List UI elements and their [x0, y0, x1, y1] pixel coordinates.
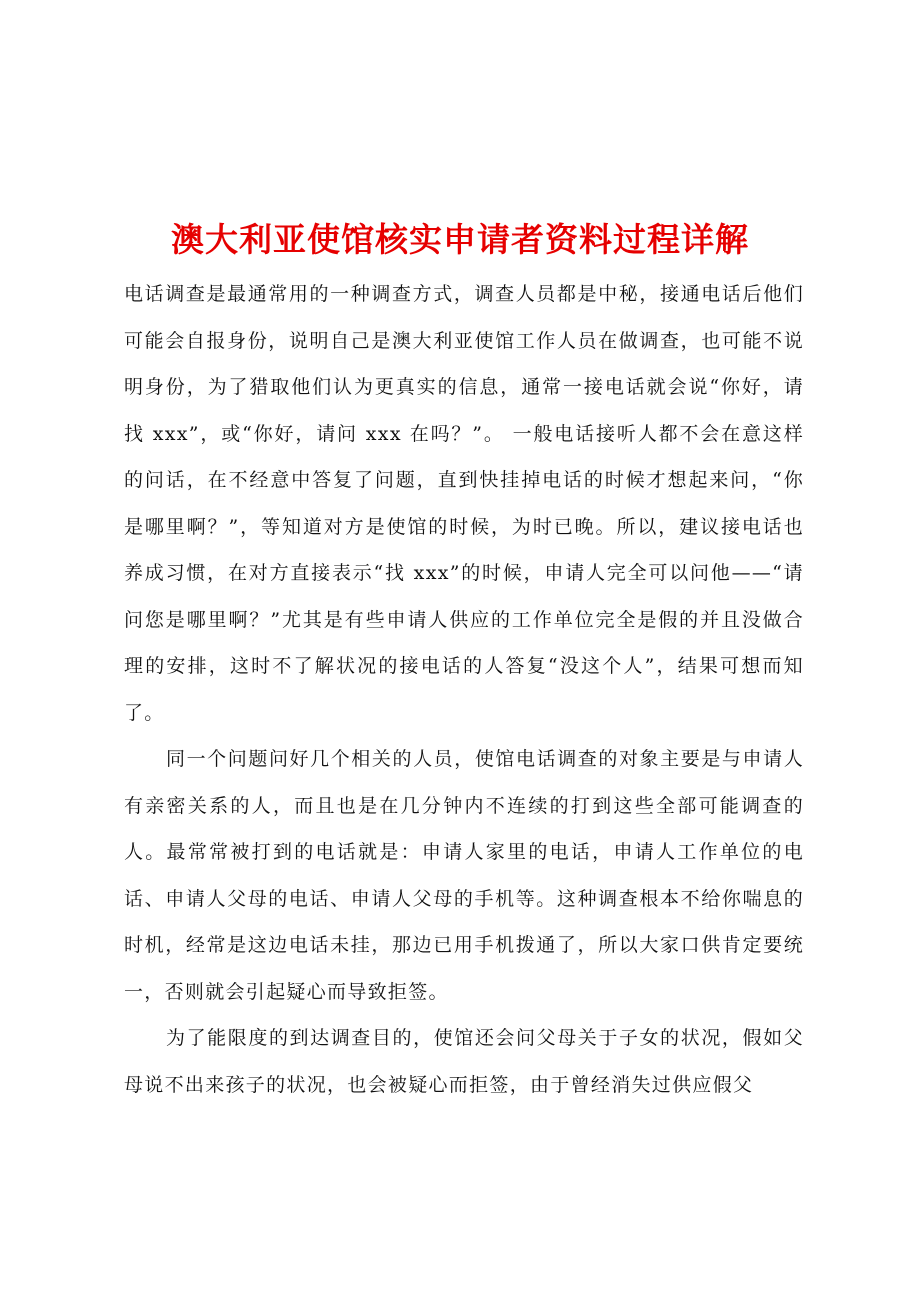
- paragraph-3: 为了能限度的到达调查目的，使馆还会问父母关于子女的状况，假如父母说不出来孩子的状况，也会被疑心而拒签，由于曾经消失过供应假父: [124, 1027, 804, 1096]
- document-title: 澳大利亚使馆核实申请者资料过程详解: [171, 220, 749, 260]
- paragraph-1: 电话调查是最通常用的一种调查方式，调查人员都是中秘，接通电话后他们可能会自报身份，说明自己是澳大利亚使馆工作人员在做调查，也可能不说明身份，为了猎取他们认为更真实的信息，通常一接电话就会说“你好，请找 xxx”，或“你好，请问 xxx 在吗？”。 一般电话接听人都不会在意这样的问话，在不经意中答复了问题，直到快挂掉电话的时候才想起来问，“你是哪里啊？”，等知道对方是使馆的时候，为时已晚。所以，建议接电话也养成习惯，在对方直接表示“找 xxx”的时候，申请人完全可以问他——“请问您是哪里啊？”尤其是有些申请人供应的工作单位完全是假的并且没做合理的安排，这时不了解状况的接电话的人答复“没这个人”，结果可想而知了。: [124, 283, 804, 724]
- paragraph-2: 同一个问题问好几个相关的人员，使馆电话调查的对象主要是与申请人有亲密关系的人，而且也是在几分钟内不连续的打到这些全部可能调查的人。最常常被打到的电话就是：申请人家里的电话，申请人工作单位的电话、申请人父母的电话、申请人父母的手机等。这种调查根本不给你喘息的时机，经常是这边电话未挂，那边已用手机拨通了，所以大家口供肯定要统一，否则就会引起疑心而导致拒签。: [124, 748, 804, 1003]
- document-body: [124, 271, 804, 1108]
